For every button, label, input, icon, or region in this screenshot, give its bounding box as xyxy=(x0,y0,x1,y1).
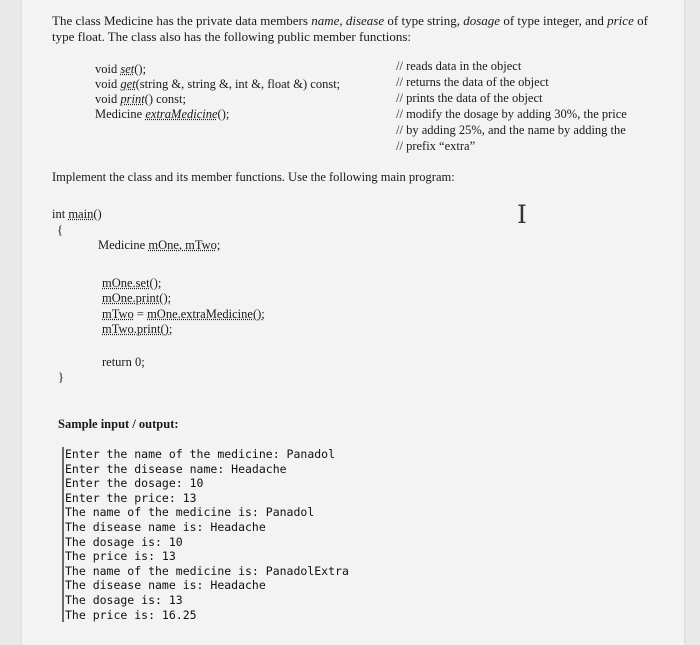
member-type: Medicine xyxy=(95,107,146,121)
member-fn-name: print xyxy=(120,92,145,106)
intro-disease-term: disease xyxy=(345,13,385,28)
comment-line: // prints the data of the object xyxy=(396,91,543,105)
main-parens: () xyxy=(93,207,102,221)
member-set xyxy=(95,62,146,77)
console-line: Enter the name of the medicine: Panadol xyxy=(65,447,336,461)
console-line: The name of the medicine is: Panadol xyxy=(65,505,315,520)
intro-text-2: of type string, xyxy=(384,13,464,28)
member-get xyxy=(95,77,340,92)
assign-target: mTwo xyxy=(102,307,134,321)
member-extra-medicine xyxy=(95,107,229,122)
member-print xyxy=(95,92,186,107)
main-type: int xyxy=(52,207,69,221)
implement-instruction: Implement the class and its member functions. Use the following main program: xyxy=(52,170,455,184)
comment-line: // prefix “extra” xyxy=(396,139,476,153)
code-line-print: mOne.print(); xyxy=(102,291,172,305)
console-line: Enter the disease name: Headache xyxy=(65,461,287,476)
intro-paragraph xyxy=(52,13,662,45)
member-type: void xyxy=(95,62,121,76)
main-signature xyxy=(52,207,102,222)
member-fn-name: get xyxy=(120,77,136,91)
comment-line: // reads data in the object xyxy=(396,59,522,73)
console-line: The name of the medicine is: PanadolExtra xyxy=(65,563,349,578)
sample-heading: Sample input / output: xyxy=(58,417,179,431)
member-signature: () const; xyxy=(144,92,186,106)
console-line: Enter the dosage: 10 xyxy=(65,476,204,491)
member-signature: (); xyxy=(217,107,230,121)
main-fn-name: main xyxy=(68,207,94,221)
intro-text-3: of type integer, and xyxy=(500,13,608,28)
assign-op: = xyxy=(133,307,148,321)
decl-type: Medicine xyxy=(98,238,149,252)
close-brace: } xyxy=(58,370,64,384)
console-line: The disease name is: Headache xyxy=(65,519,266,534)
member-fn-name: extraMedicine xyxy=(145,107,218,121)
open-brace: { xyxy=(57,223,63,237)
return-line: return 0; xyxy=(102,355,145,369)
console-output xyxy=(62,447,349,622)
member-type: void xyxy=(95,77,121,91)
member-signature: (string &, string &, int &, float &) const; xyxy=(135,77,341,91)
console-line: The dosage is: 13 xyxy=(65,592,183,607)
comment-line: // modify the dosage by adding 30%, the price xyxy=(396,107,627,121)
intro-dosage-term: dosage xyxy=(463,13,501,28)
console-line: The dosage is: 10 xyxy=(65,534,183,549)
member-type: void xyxy=(95,92,121,106)
console-line: Enter the price: 13 xyxy=(65,490,197,505)
console-line: The price is: 16.25 xyxy=(65,607,197,622)
intro-price-term: price xyxy=(607,13,634,28)
decl-semicolon: ; xyxy=(216,238,221,252)
console-line: The disease name is: Headache xyxy=(65,578,266,593)
decl-vars: mOne, mTwo xyxy=(148,238,217,252)
document-page xyxy=(22,0,684,645)
member-signature: (); xyxy=(134,62,147,76)
intro-comma: , xyxy=(339,13,346,28)
intro-name-term: name xyxy=(311,13,340,28)
assign-source: mOne.extraMedicine(); xyxy=(147,307,265,321)
intro-text-4: of type float. The class also has the following public member functions: xyxy=(52,13,648,44)
comment-line: // returns the data of the object xyxy=(396,75,549,89)
comment-line: // by adding 25%, and the name by adding the xyxy=(396,123,626,137)
code-line-print-two: mTwo.print(); xyxy=(102,322,173,336)
text-cursor-icon: I xyxy=(517,200,527,229)
console-line: The price is: 13 xyxy=(65,549,176,564)
member-fn-name: set xyxy=(120,62,135,76)
code-line-assign xyxy=(102,307,265,322)
declaration-line xyxy=(98,238,220,253)
intro-text-1: The class Medicine has the private data members xyxy=(52,13,312,28)
code-line-set: mOne.set(); xyxy=(102,276,162,290)
